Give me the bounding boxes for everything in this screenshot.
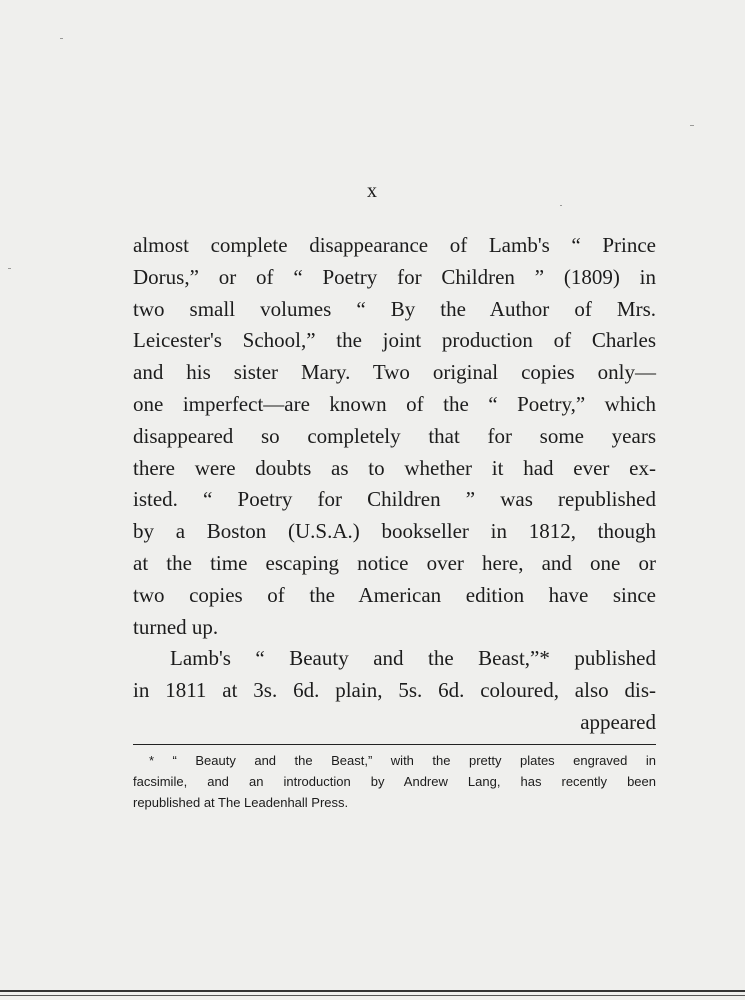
body-line: by a Boston (U.S.A.) bookseller in 1812, though (133, 519, 656, 544)
body-line: Dorus,” or of “ Poetry for Children ” (1809) in (133, 264, 656, 289)
body-line: two small volumes “ By the Author of Mrs. (133, 296, 656, 321)
footnote-line: facsimile, and an introduction by Andrew Lang, has recently been (133, 774, 656, 789)
body-line: disappeared so completely that for some years (133, 423, 656, 448)
body-line: one imperfect—are known of the “ Poetry,” which (133, 391, 656, 416)
paper-speck (60, 38, 63, 39)
body-line: there were doubts as to whether it had ever ex- (133, 455, 656, 480)
page-number: x (367, 180, 378, 202)
body-line: isted. “ Poetry for Children ” was republished (133, 487, 656, 512)
footnote-rule (133, 744, 656, 745)
catchword: appeared (580, 709, 656, 734)
page-bottom-edge-inner (0, 995, 745, 996)
paper-speck (690, 125, 694, 126)
page-bottom-edge (0, 990, 745, 992)
body-line: two copies of the American edition have since (133, 582, 656, 607)
body-line: almost complete disappearance of Lamb's “ Prince (133, 233, 656, 257)
body-line: Lamb's “ Beauty and the Beast,”* published (170, 646, 656, 671)
footnote (133, 750, 656, 813)
body-line: at the time escaping notice over here, and one or (133, 550, 656, 575)
paper-speck (560, 205, 562, 206)
body-text (133, 230, 656, 739)
footnote-line: republished at The Leadenhall Press. (133, 795, 349, 810)
body-line: in 1811 at 3s. 6d. plain, 5s. 6d. coloured, also dis- (133, 678, 656, 703)
body-line: Leicester's School,” the joint production of Charles (133, 328, 656, 353)
paper-speck (8, 268, 11, 269)
body-line: and his sister Mary. Two original copies only— (133, 360, 656, 385)
footnote-line: * “ Beauty and the Beast,” with the pretty plates engraved in (149, 753, 656, 768)
body-line: turned up. (133, 614, 219, 639)
